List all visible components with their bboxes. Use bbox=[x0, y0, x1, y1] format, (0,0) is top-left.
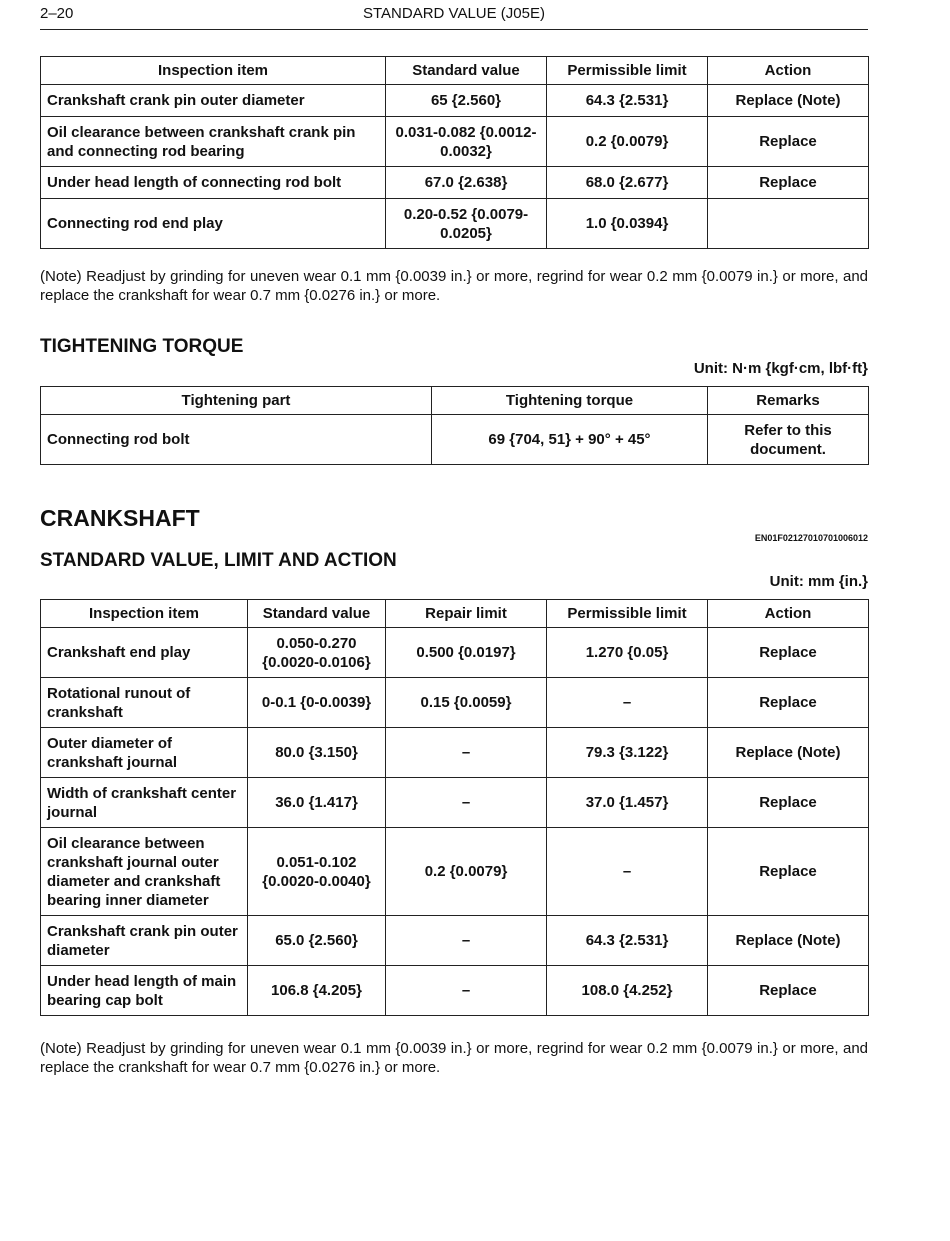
header-title: STANDARD VALUE (J05E) bbox=[363, 5, 545, 22]
table-cell: – bbox=[386, 728, 547, 778]
column-header: Action bbox=[708, 57, 869, 85]
table-cell: – bbox=[386, 778, 547, 828]
table-cell: 68.0 {2.677} bbox=[547, 167, 708, 199]
table-cell: Connecting rod end play bbox=[41, 199, 386, 249]
table-row bbox=[41, 916, 869, 966]
table-cell: 80.0 {3.150} bbox=[248, 728, 386, 778]
tightening-torque-table bbox=[40, 386, 869, 465]
table-row bbox=[41, 199, 869, 249]
table-cell: 106.8 {4.205} bbox=[248, 966, 386, 1016]
table-cell: 0.500 {0.0197} bbox=[386, 628, 547, 678]
crankshaft-spec-table bbox=[40, 599, 869, 1016]
column-header: Permissible limit bbox=[547, 57, 708, 85]
table-cell: 64.3 {2.531} bbox=[547, 85, 708, 117]
table-cell: Width of crankshaft center journal bbox=[41, 778, 248, 828]
table-cell: Crankshaft crank pin outer diameter bbox=[41, 916, 248, 966]
table-cell: 0.051-0.102 {0.0020-0.0040} bbox=[248, 828, 386, 916]
table-row bbox=[41, 628, 869, 678]
table-row bbox=[41, 415, 869, 465]
table-cell: – bbox=[386, 916, 547, 966]
table-cell: Replace bbox=[708, 966, 869, 1016]
table-cell: 0.031-0.082 {0.0012-0.0032} bbox=[386, 117, 547, 167]
table-cell: 65.0 {2.560} bbox=[248, 916, 386, 966]
table-cell: Replace (Note) bbox=[708, 916, 869, 966]
table-cell: 108.0 {4.252} bbox=[547, 966, 708, 1016]
connecting-rod-table-block bbox=[40, 56, 868, 249]
torque-table-block bbox=[40, 386, 868, 465]
table-cell: Outer diameter of crankshaft journal bbox=[41, 728, 248, 778]
table-cell: 0.2 {0.0079} bbox=[386, 828, 547, 916]
page-header bbox=[40, 0, 868, 30]
table-row bbox=[41, 778, 869, 828]
table-cell: 69 {704, 51} + 90° + 45° bbox=[432, 415, 708, 465]
column-header: Permissible limit bbox=[547, 600, 708, 628]
table-row bbox=[41, 828, 869, 916]
table-header-row bbox=[41, 57, 869, 85]
section-heading: TIGHTENING TORQUE bbox=[40, 336, 244, 357]
page-number: 2–20 bbox=[40, 5, 74, 22]
table-row bbox=[41, 117, 869, 167]
column-header: Action bbox=[708, 600, 869, 628]
document-page bbox=[40, 0, 868, 1076]
table-cell: Replace (Note) bbox=[708, 85, 869, 117]
table-cell: Oil clearance between crankshaft journal outer diameter and crankshaft bearing inner diameter bbox=[41, 828, 248, 916]
table-cell: Replace bbox=[708, 778, 869, 828]
column-header: Standard value bbox=[248, 600, 386, 628]
column-header: Repair limit bbox=[386, 600, 547, 628]
table-cell: 0.15 {0.0059} bbox=[386, 678, 547, 728]
table-header-row bbox=[41, 600, 869, 628]
table-cell: Crankshaft end play bbox=[41, 628, 248, 678]
note-paragraph: (Note) Readjust by grinding for uneven wear 0.1 mm {0.0039 in.} or more, regrind for wear 0.2 mm {0.0079 in.} or more, and replace the crankshaft for wear 0.7 mm {0.0276 in.} or more. bbox=[40, 268, 868, 304]
table-cell: Replace bbox=[708, 167, 869, 199]
table-cell bbox=[708, 199, 869, 249]
unit-label: Unit: N·m {kgf·cm, lbf·ft} bbox=[693, 360, 868, 377]
table-row bbox=[41, 678, 869, 728]
table-cell: Replace bbox=[708, 117, 869, 167]
table-cell: 36.0 {1.417} bbox=[248, 778, 386, 828]
column-header: Remarks bbox=[708, 387, 869, 415]
subsection-heading: STANDARD VALUE, LIMIT AND ACTION bbox=[40, 550, 397, 571]
table-cell: Connecting rod bolt bbox=[41, 415, 432, 465]
table-cell: Replace bbox=[708, 678, 869, 728]
table-cell: – bbox=[547, 678, 708, 728]
table-header-row bbox=[41, 387, 869, 415]
table-cell: Replace bbox=[708, 628, 869, 678]
table-cell: 0.050-0.270 {0.0020-0.0106} bbox=[248, 628, 386, 678]
column-header: Tightening torque bbox=[432, 387, 708, 415]
table-cell: Crankshaft crank pin outer diameter bbox=[41, 85, 386, 117]
connecting-rod-spec-table bbox=[40, 56, 869, 249]
table-cell: Oil clearance between crankshaft crank pin and connecting rod bearing bbox=[41, 117, 386, 167]
table-cell: 65 {2.560} bbox=[386, 85, 547, 117]
table-cell: Replace (Note) bbox=[708, 728, 869, 778]
table-cell: Rotational runout of crankshaft bbox=[41, 678, 248, 728]
table-cell: Under head length of main bearing cap bolt bbox=[41, 966, 248, 1016]
table-cell: 0-0.1 {0-0.0039} bbox=[248, 678, 386, 728]
table-cell: 0.2 {0.0079} bbox=[547, 117, 708, 167]
table-cell: – bbox=[547, 828, 708, 916]
table-cell: 79.3 {3.122} bbox=[547, 728, 708, 778]
table-cell: 67.0 {2.638} bbox=[386, 167, 547, 199]
document-code: EN01F02127010701006012 bbox=[754, 533, 868, 543]
table-row bbox=[41, 728, 869, 778]
table-cell: Refer to this document. bbox=[708, 415, 869, 465]
crankshaft-table-block bbox=[40, 599, 868, 1016]
column-header: Tightening part bbox=[41, 387, 432, 415]
table-cell: 37.0 {1.457} bbox=[547, 778, 708, 828]
unit-label: Unit: mm {in.} bbox=[769, 573, 868, 590]
table-cell: 1.0 {0.0394} bbox=[547, 199, 708, 249]
column-header: Inspection item bbox=[41, 600, 248, 628]
table-row bbox=[41, 167, 869, 199]
column-header: Standard value bbox=[386, 57, 547, 85]
table-cell: 1.270 {0.05} bbox=[547, 628, 708, 678]
table-row bbox=[41, 966, 869, 1016]
note-paragraph: (Note) Readjust by grinding for uneven wear 0.1 mm {0.0039 in.} or more, regrind for wear 0.2 mm {0.0079 in.} or more, and replace the crankshaft for wear 0.7 mm {0.0276 in.} or more. bbox=[40, 1040, 868, 1076]
column-header: Inspection item bbox=[41, 57, 386, 85]
table-cell: Under head length of connecting rod bolt bbox=[41, 167, 386, 199]
table-row bbox=[41, 85, 869, 117]
table-cell: Replace bbox=[708, 828, 869, 916]
table-cell: 64.3 {2.531} bbox=[547, 916, 708, 966]
section-title: CRANKSHAFT bbox=[40, 505, 200, 531]
table-cell: – bbox=[386, 966, 547, 1016]
table-cell: 0.20-0.52 {0.0079-0.0205} bbox=[386, 199, 547, 249]
